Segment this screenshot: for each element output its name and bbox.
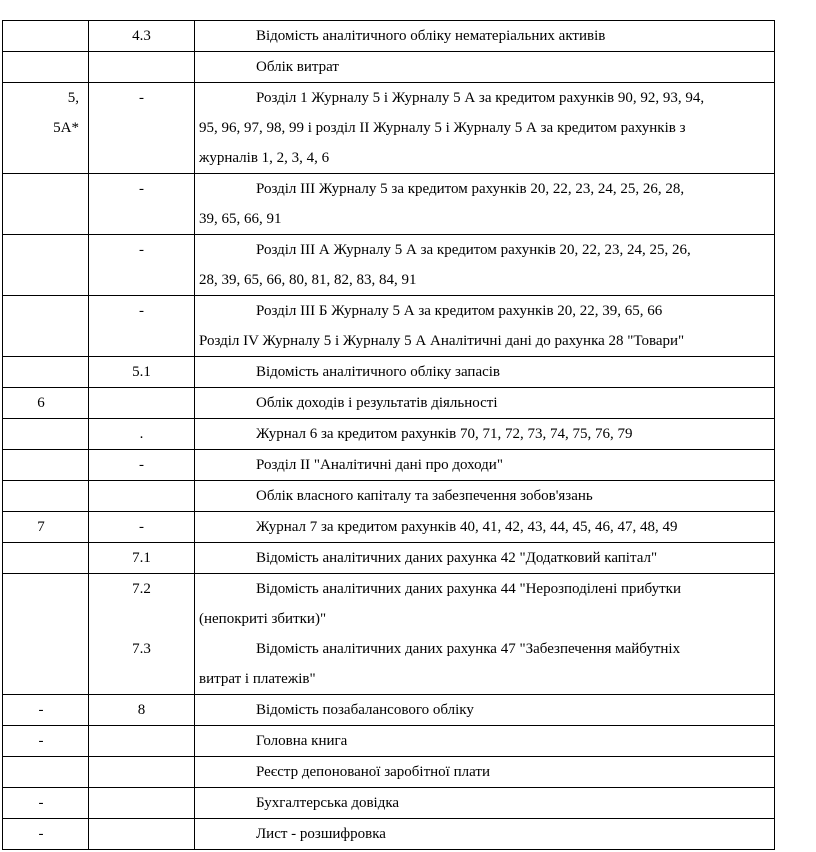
description-cell: Відомість аналітичних даних рахунка 42 "Додатковий капітал" [195, 543, 775, 574]
description-cell: Розділ ІІІ А Журналу 5 А за кредитом рахунків 20, 22, 23, 24, 25, 26, 28, 39, 65, 66, 80, 81, 82, 83, 84, 91 [195, 235, 775, 296]
table-row [3, 788, 775, 819]
subsection-number-cell: 5.1 [89, 357, 195, 388]
subsection-number-cell [89, 819, 195, 850]
description-cell: Відомість аналітичних даних рахунка 44 "Нерозподілені прибутки (непокриті збитки)" Відомість аналітичних даних рахунка 47 "Забезпечення майбутніх витрат і платежів" [195, 574, 775, 695]
section-number-cell [3, 757, 89, 788]
section-number-cell [3, 450, 89, 481]
description-cell: Облік витрат [195, 52, 775, 83]
table-row [3, 296, 775, 357]
description-cell: Відомість аналітичного обліку запасів [195, 357, 775, 388]
description-cell: Журнал 6 за кредитом рахунків 70, 71, 72, 73, 74, 75, 76, 79 [195, 419, 775, 450]
subsection-number-cell: . [89, 419, 195, 450]
table-row [3, 357, 775, 388]
subsection-number-cell: 8 [89, 695, 195, 726]
description-cell: Розділ ІІ "Аналітичні дані про доходи" [195, 450, 775, 481]
section-number-cell: 5, 5А* [3, 83, 89, 174]
section-number-cell [3, 357, 89, 388]
subsection-number-cell: 7.1 [89, 543, 195, 574]
table-row [3, 574, 775, 695]
subsection-number-cell: 7.2 7.3 [89, 574, 195, 695]
section-number-cell: - [3, 695, 89, 726]
subsection-number-cell [89, 388, 195, 419]
section-number-cell [3, 235, 89, 296]
table-row [3, 450, 775, 481]
subsection-number-cell: - [89, 235, 195, 296]
section-number-cell [3, 174, 89, 235]
subsection-number-cell: 4.3 [89, 21, 195, 52]
subsection-number-cell: - [89, 83, 195, 174]
subsection-number-cell: - [89, 512, 195, 543]
description-cell: Розділ 1 Журналу 5 і Журналу 5 А за кредитом рахунків 90, 92, 93, 94, 95, 96, 97, 98, 99 і розділ ІІ Журналу 5 і Журналу 5 А за кредитом рахунків з журналів 1, 2, 3, 4, 6 [195, 83, 775, 174]
table-row [3, 543, 775, 574]
description-cell: Журнал 7 за кредитом рахунків 40, 41, 42, 43, 44, 45, 46, 47, 48, 49 [195, 512, 775, 543]
subsection-number-cell [89, 481, 195, 512]
table-row [3, 481, 775, 512]
description-cell: Розділ ІІІ Журналу 5 за кредитом рахунків 20, 22, 23, 24, 25, 26, 28, 39, 65, 66, 91 [195, 174, 775, 235]
description-cell: Облік доходів і результатів діяльності [195, 388, 775, 419]
section-number-cell [3, 21, 89, 52]
table-row [3, 52, 775, 83]
section-number-cell: - [3, 819, 89, 850]
description-cell: Облік власного капіталу та забезпечення зобов'язань [195, 481, 775, 512]
table-row [3, 757, 775, 788]
table-row [3, 695, 775, 726]
table-row [3, 388, 775, 419]
section-number-cell: - [3, 726, 89, 757]
table-row [3, 819, 775, 850]
description-cell: Реєстр депонованої заробітної плати [195, 757, 775, 788]
subsection-number-cell [89, 788, 195, 819]
description-cell: Відомість аналітичного обліку нематеріальних активів [195, 21, 775, 52]
description-cell: Бухгалтерська довідка [195, 788, 775, 819]
table-row [3, 83, 775, 174]
description-cell: Розділ ІІІ Б Журналу 5 А за кредитом рахунків 20, 22, 39, 65, 66 Розділ IV Журналу 5 і Журналу 5 А Аналітичні дані до рахунка 28 "Товари" [195, 296, 775, 357]
table-row [3, 512, 775, 543]
description-cell: Головна книга [195, 726, 775, 757]
section-number-cell [3, 481, 89, 512]
section-number-cell: 7 [3, 512, 89, 543]
table-row [3, 235, 775, 296]
subsection-number-cell: - [89, 450, 195, 481]
registers-table [2, 20, 775, 850]
subsection-number-cell: - [89, 296, 195, 357]
subsection-number-cell [89, 726, 195, 757]
table-row [3, 726, 775, 757]
subsection-number-cell [89, 52, 195, 83]
section-number-cell [3, 296, 89, 357]
table-row [3, 21, 775, 52]
description-cell: Лист - розшифровка [195, 819, 775, 850]
section-number-cell [3, 574, 89, 695]
section-number-cell: - [3, 788, 89, 819]
table-row [3, 419, 775, 450]
subsection-number-cell [89, 757, 195, 788]
section-number-cell [3, 419, 89, 450]
table-row [3, 174, 775, 235]
description-cell: Відомість позабалансового обліку [195, 695, 775, 726]
section-number-cell: 6 [3, 388, 89, 419]
section-number-cell [3, 543, 89, 574]
subsection-number-cell: - [89, 174, 195, 235]
section-number-cell [3, 52, 89, 83]
